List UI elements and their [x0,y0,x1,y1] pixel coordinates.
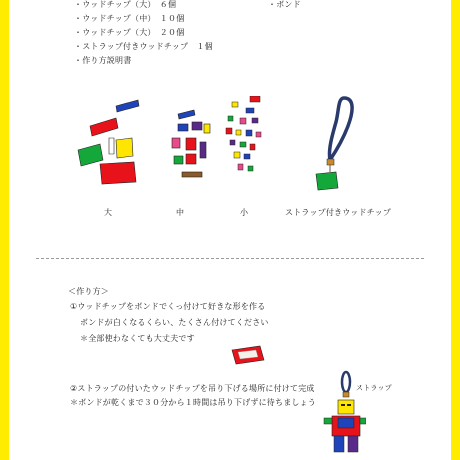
hanging-strap-loop [342,372,350,392]
howto-step-1-note-2: ＊全部使わなくても大丈夫です [80,334,195,343]
strap-chip-green [316,172,338,190]
label-small: 小 [240,208,249,217]
small-chips-illustration [222,96,266,178]
contents-item-strap-chip: ・ストラップ付きウッドチップ １個 [74,42,213,51]
large-chips-illustration [76,98,142,188]
large-chip-white [109,138,114,154]
medium-chips-illustration [168,108,212,184]
howto-step-1-note-1: ボンドが白くなるくらい、たくさん付けてください [80,318,269,327]
strap-callout-label: ストラップ [356,384,392,392]
large-chip-blue-bar [116,100,139,112]
large-chip-red-bottom [100,162,136,184]
large-chip-yellow [116,138,133,158]
howto-step-2-note: ＊ボンドが乾くまで３０分から１時間は吊り下げずに待ちましょう [70,398,316,407]
glued-chip-illustration [230,344,266,366]
contents-item-medium-chips: ・ウッドチップ（中） １０個 [74,14,185,23]
strap-chip-illustration [308,96,364,192]
strap-clasp [327,159,334,165]
right-yellow-border [451,0,460,460]
howto-step-1: ①ウッドチップをボンドでくっ付けて好きな形を作る [70,302,266,311]
label-strap-chip: ストラップ付きウッドチップ [285,208,392,217]
contents-item-large-chips: ・ウッドチップ（大） ６個 [74,0,177,9]
howto-heading: ＜作り方＞ [68,287,109,296]
left-yellow-border [0,0,9,460]
large-chip-green [78,144,103,166]
label-large: 大 [104,208,113,217]
large-chip-red-top [90,118,118,136]
section-divider [36,258,424,259]
contents-item-glue: ・ボンド [268,0,301,9]
contents-item-small-chips: ・ウッドチップ（大） ２０個 [74,28,185,37]
figure-head [338,400,354,414]
label-medium: 中 [176,208,185,217]
howto-step-2: ②ストラップの付いたウッドチップを吊り下げる場所に付けて完成 [70,384,315,393]
strap-loop [329,98,352,160]
contents-item-instructions: ・作り方説明書 [74,56,132,65]
